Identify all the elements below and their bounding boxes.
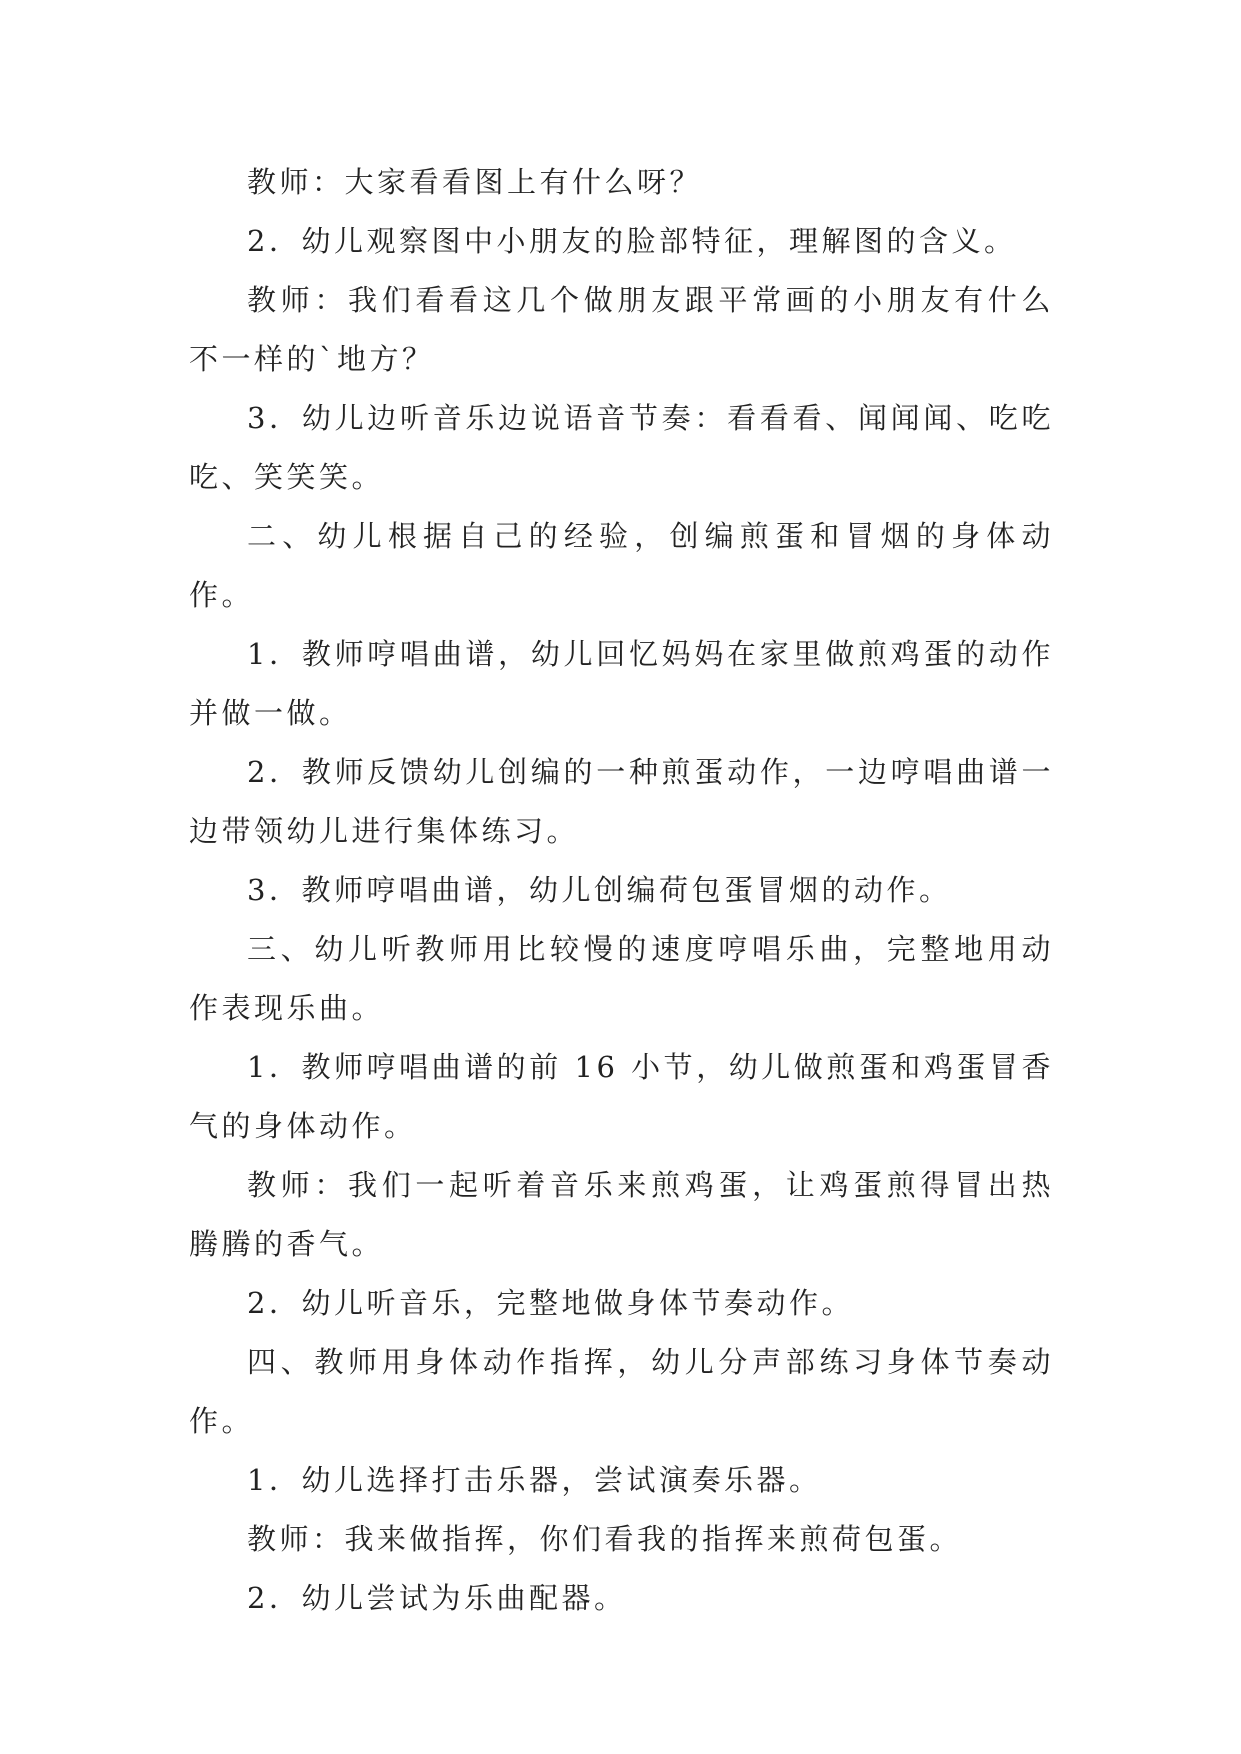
document-body: [189, 153, 1054, 1628]
paragraph: 2．幼儿尝试为乐曲配器。: [247, 1581, 627, 1615]
paragraph: 三、幼儿听教师用比较慢的速度哼唱乐曲，完整地用动作表现乐曲。: [189, 932, 1054, 1025]
paragraph: 教师：大家看看图上有什么呀？: [247, 165, 703, 199]
paragraph: 教师：我们一起听着音乐来煎鸡蛋，让鸡蛋煎得冒出热腾腾的香气。: [189, 1168, 1054, 1261]
paragraph: 教师：我们看看这几个做朋友跟平常画的小朋友有什么不一样的`地方？: [189, 283, 1054, 376]
paragraph: 1．教师哼唱曲谱的前 16 小节，幼儿做煎蛋和鸡蛋冒香气的身体动作。: [189, 1050, 1054, 1143]
paragraph: 1．幼儿选择打击乐器，尝试演奏乐器。: [247, 1463, 822, 1497]
paragraph: 3．教师哼唱曲谱，幼儿创编荷包蛋冒烟的动作。: [247, 873, 952, 907]
paragraph: 2．幼儿观察图中小朋友的脸部特征，理解图的含义。: [247, 224, 1017, 258]
paragraph: 1．教师哼唱曲谱，幼儿回忆妈妈在家里做煎鸡蛋的动作并做一做。: [189, 637, 1054, 730]
paragraph: 2．教师反馈幼儿创编的一种煎蛋动作，一边哼唱曲谱一边带领幼儿进行集体练习。: [189, 755, 1054, 848]
paragraph: 3．幼儿边听音乐边说语音节奏：看看看、闻闻闻、吃吃吃、笑笑笑。: [189, 401, 1054, 494]
paragraph: 教师：我来做指挥，你们看我的指挥来煎荷包蛋。: [247, 1522, 963, 1556]
paragraph: 二、幼儿根据自己的经验，创编煎蛋和冒烟的身体动作。: [189, 519, 1054, 612]
paragraph: 2．幼儿听音乐，完整地做身体节奏动作。: [247, 1286, 854, 1320]
paragraph: 四、教师用身体动作指挥，幼儿分声部练习身体节奏动作。: [189, 1345, 1054, 1438]
